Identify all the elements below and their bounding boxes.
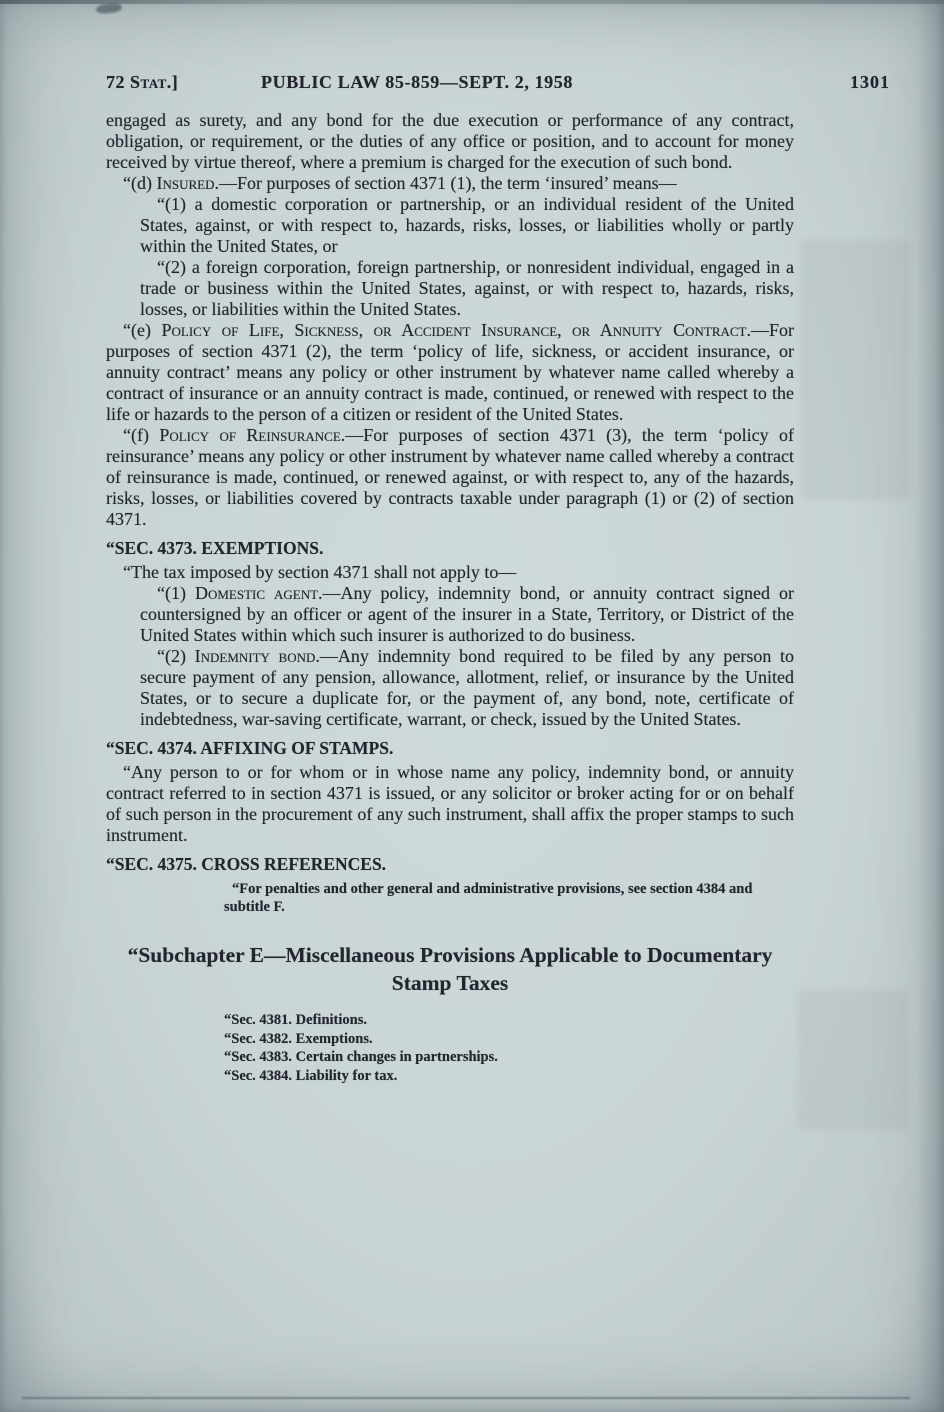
text-run: “SEC. 4375. CROSS REFERENCES. [106,854,387,874]
paragraph [106,320,794,425]
small-caps-term: Insured [156,173,215,193]
toc-entry [224,1030,794,1049]
toc-entry [224,1048,794,1067]
scan-artifact-mark [96,3,123,15]
text-run: .—Any indemnity bond required to be filed by any person to secure payment of any pension, allowance, allotment, relief, or insurance by the United States, or to secure a duplicate for, or the payment of, any bond, note, certificate of indebtedness, war-saving certificate, warrant, or check, issued by the United States. [140,646,795,729]
text-run: “(2) [157,646,195,666]
small-caps-term: Policy of Reinsurance [159,425,341,445]
text-run: “(e) [123,320,162,340]
text-run: “Sec. 4383. Certain changes in partnerships. [224,1049,498,1065]
subparagraph [140,583,794,646]
paragraph [106,425,794,530]
text-run: “For penalties and other general and administrative provisions, see section 4384 and subtitle F. [224,881,753,915]
scan-artifact-bleedthrough [800,240,910,500]
scan-artifact-top-edge [0,0,944,4]
subparagraph [140,257,794,320]
text-run: .—For purposes of section 4371 (3), the term ‘policy of reinsurance’ means any policy or other instrument by whatever name called whereby a contract of reinsurance is made, continued, or renewed against, or with respect to, any of the hazards, risks, losses, or liabilities covered by contracts taxable under paragraph (1) or (2) of section 4371. [106,425,794,529]
text-run: “(d) [123,173,157,193]
small-caps-term: Indemnity bond [194,646,316,666]
statute-volume-label: 72 Stat.] [106,72,179,92]
text-run: .—For purposes of section 4371 (2), the term ‘policy of life, sickness, or accident insurance, or annuity contract’ means any policy or other instrument by whatever name called whereby a contract of insurance or an annuity contract is made, continued, or renewed with respect to the life or hazards to the person of a citizen or resident of the United States. [106,320,795,424]
page-number: 1301 [850,72,890,92]
public-law-title: PUBLIC LAW 85-859—SEPT. 2, 1958 [261,72,573,92]
text-run: .—Any policy, indemnity bond, or annuity contract signed or countersigned by an officer or agent of the insurer in a State, Territory, or District of the United States within which such insurer is authorized to do business. [140,583,794,645]
text-run: “(f) [123,425,160,445]
subparagraph [140,646,794,730]
text-run: engaged as surety, and any bond for the due execution or performance of any contract, obligation, or requirement, or the duties of any office or position, and to account for money received by virtue thereof, where a premium is charged for the execution of such bond. [106,110,794,172]
statute-body [106,110,794,1085]
paragraph [106,110,794,173]
subparagraph [140,194,794,257]
text-run: “(1) [157,583,195,603]
text-run: “Sec. 4382. Exemptions. [224,1030,373,1047]
text-run: “SEC. 4374. AFFIXING OF STAMPS. [106,738,394,758]
section-heading [106,738,794,759]
text-run: “Sec. 4384. Liability for tax. [224,1067,398,1084]
text-run: “SEC. 4373. EXEMPTIONS. [106,538,324,558]
paragraph [106,562,794,583]
small-caps-term: Policy of Life, Sickness, or Accident Insurance, or Annuity Contract [161,320,747,340]
scan-artifact-bleedthrough [798,990,908,1130]
scan-artifact-right-edge [916,0,944,1412]
text-run: “(1) a domestic corporation or partnership, or an individual resident of the United States, against, or with respect to, hazards, risks, losses, or liabilities wholly or partly within the United States, or [140,194,794,256]
paragraph [106,173,794,194]
scan-artifact-crease [22,1397,910,1399]
toc-entry [224,1067,794,1086]
text-run: “The tax imposed by section 4371 shall not apply to— [123,562,517,582]
text-run: “(2) a foreign corporation, foreign partnership, or nonresident individual, engaged in a trade or business within the United States, against, or with respect to, hazards, risks, losses, or liabilities within the United States. [140,257,794,319]
text-run: “Any person to or for whom or in whose name any policy, indemnity bond, or annuity contract referred to in section 4371 is issued, or any solicitor or broker acting for or on behalf of such person in the procurement of any such instrument, shall affix the proper stamps to such instrument. [106,762,794,845]
cross-reference-note [224,880,784,916]
text-run: .—For purposes of section 4371 (1), the term ‘insured’ means— [214,173,677,193]
text-run: “Subchapter E—Miscellaneous Provisions Applicable to Documentary Stamp Taxes [127,943,773,995]
subchapter-heading [112,942,788,997]
text-run: “Sec. 4381. Definitions. [224,1012,367,1028]
page-header [106,72,890,94]
toc-entry [224,1011,794,1030]
small-caps-term: Domestic agent [194,583,319,603]
section-heading [106,854,794,875]
section-heading [106,538,794,559]
paragraph [106,762,794,846]
